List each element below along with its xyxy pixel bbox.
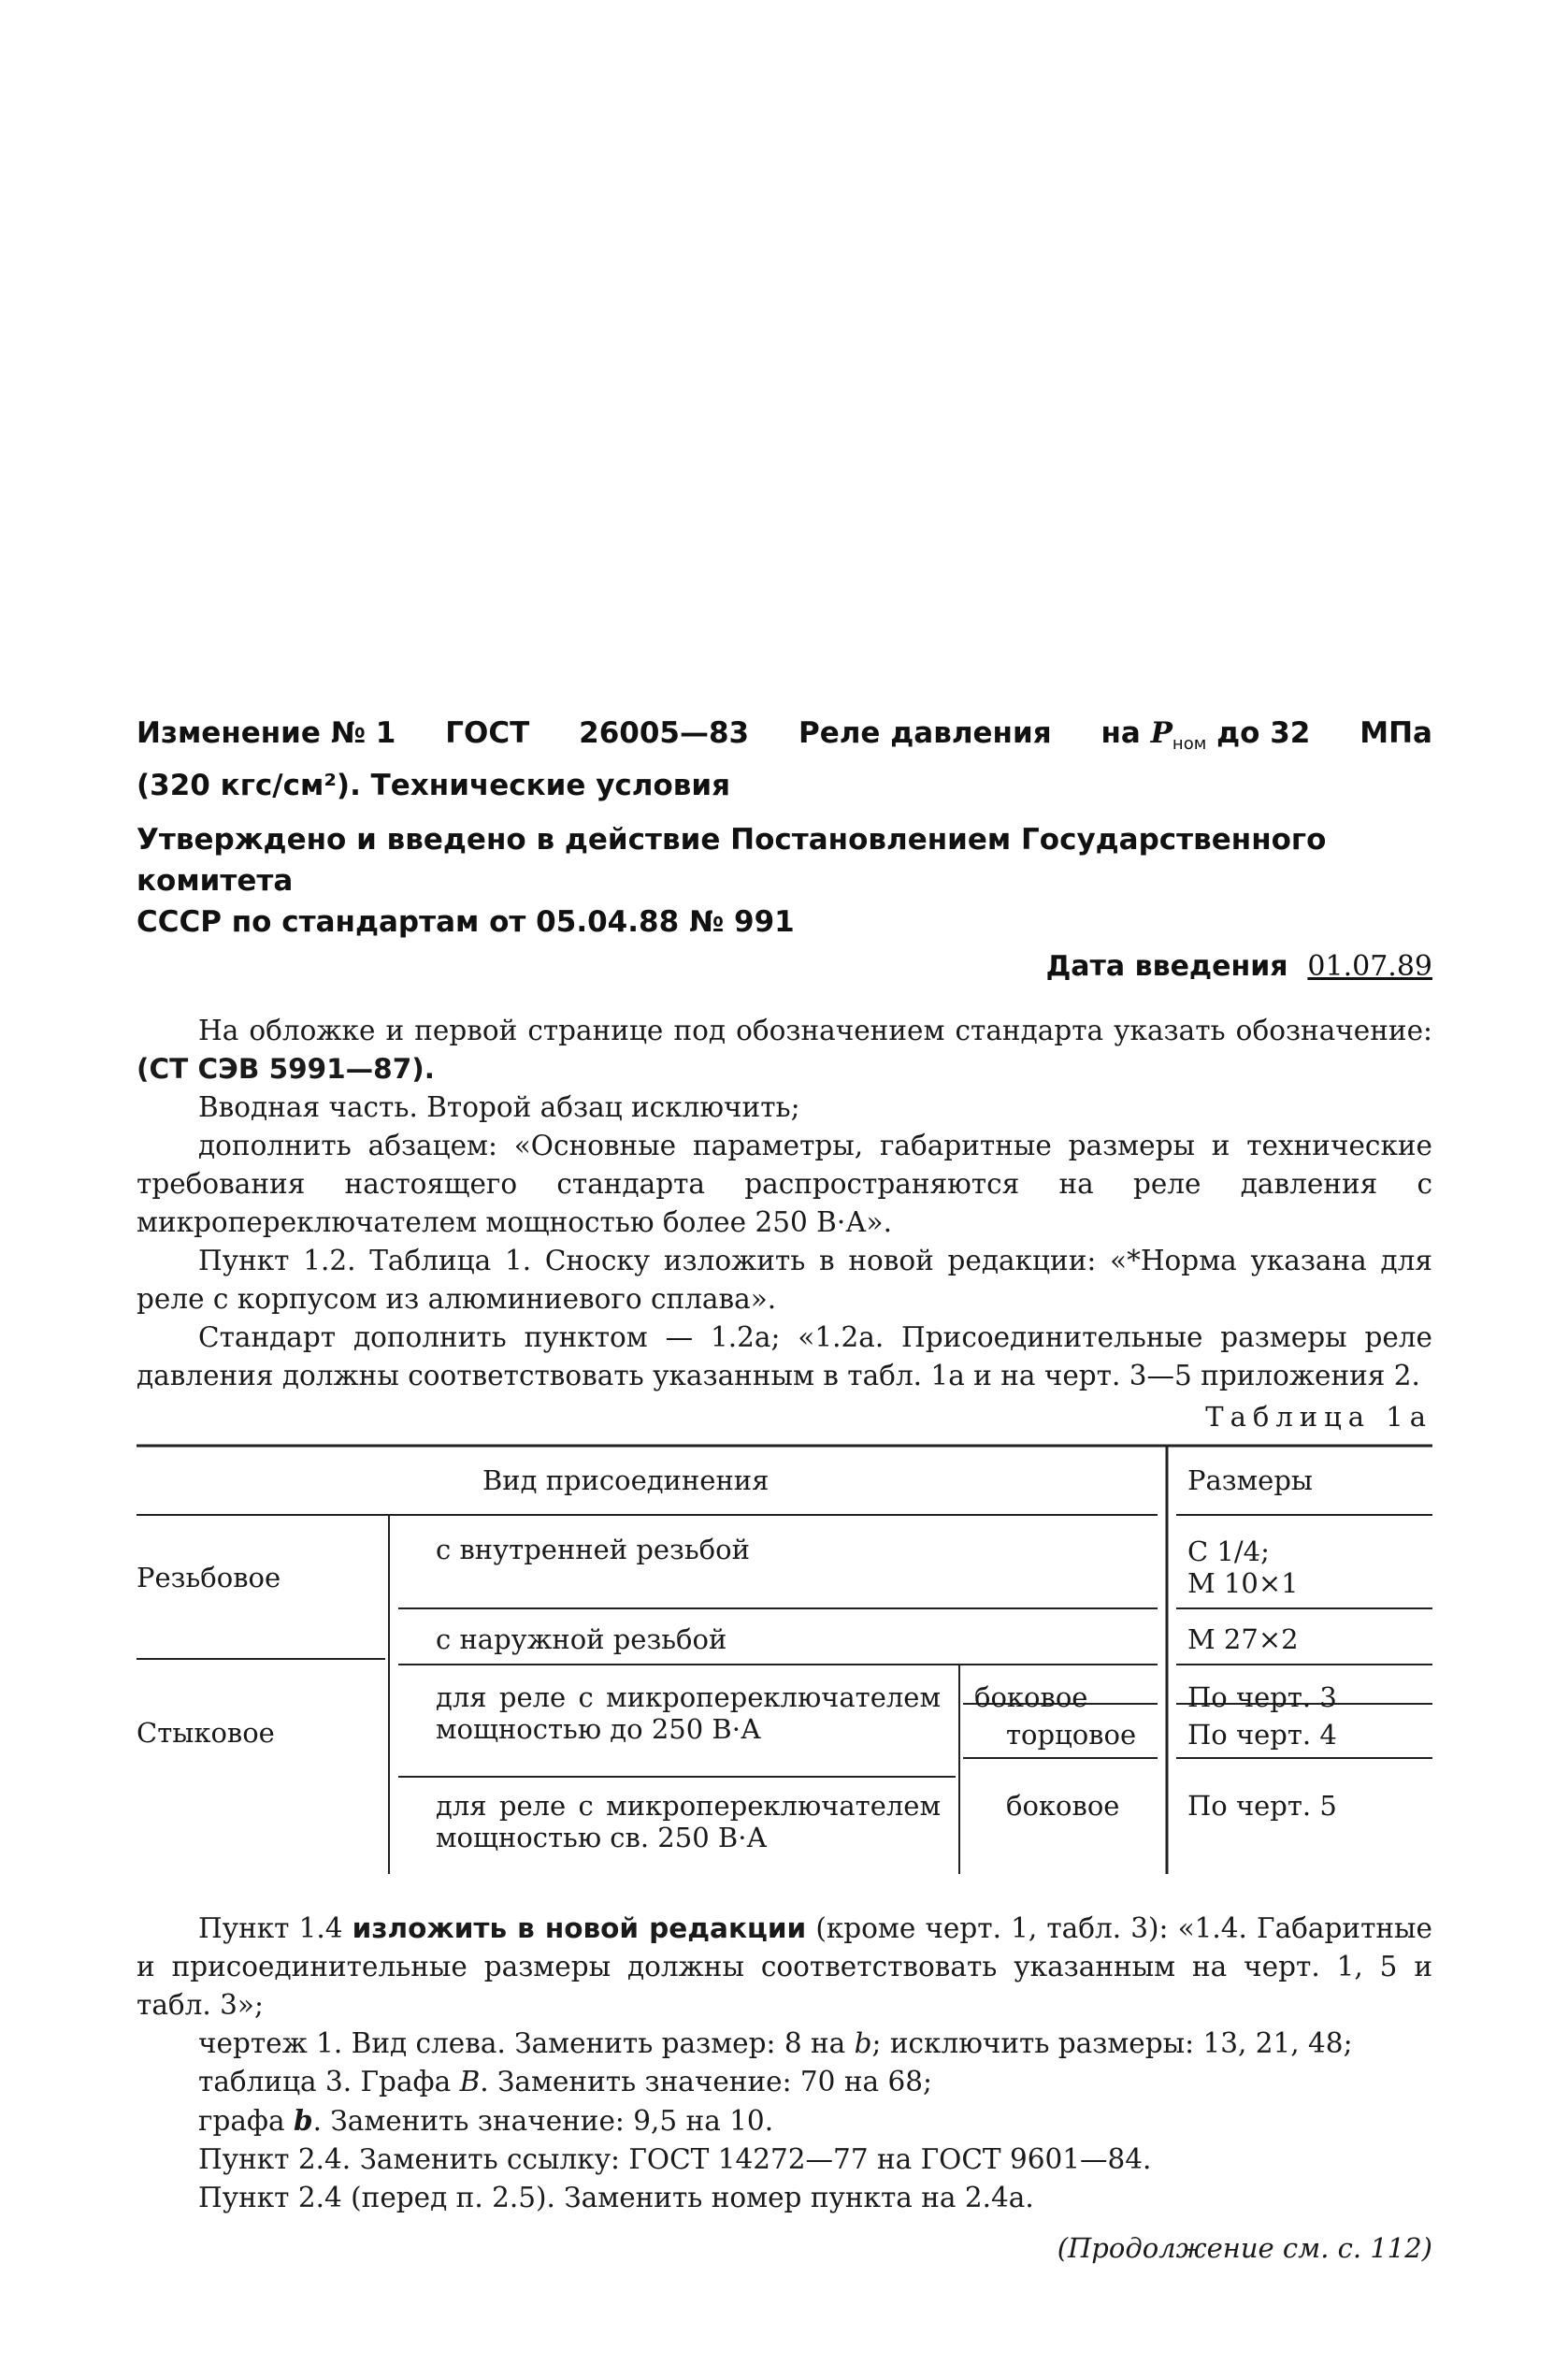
title-on: на $P_{ном}$ до 32	[1100, 716, 1311, 755]
gost-label: ГОСТ	[445, 716, 530, 750]
row-outer-thread: с наружной резьбой	[436, 1623, 727, 1656]
document-body	[137, 1012, 1432, 1395]
document-tail	[137, 1910, 1432, 2217]
row-butt: Стыковое	[137, 1717, 275, 1750]
gost-number: 26005—83	[579, 716, 750, 750]
paragraph-add: дополнить абзацем: «Основные параметры, габаритные размеры и технические требования настоящего стандарта распространяются на реле давления с микропереключателем мощностью более 250 В·А».	[137, 1130, 1432, 1239]
approval-line-2: СССР по стандартам от 05.04.88 № 991	[137, 905, 795, 940]
side-mount-2: боковое	[1006, 1790, 1120, 1823]
paragraph-standard: Стандарт дополнить пунктом — 1.2а; «1.2а. Присоединительные размеры реле давления должны соответствовать указанным в табл. 1а и на черт. 3—5 приложения 2.	[137, 1321, 1432, 1392]
drawing-3: По черт. 3	[1187, 1681, 1337, 1714]
drawing-5: По черт. 5	[1187, 1790, 1337, 1823]
tail-p6: Пункт 2.4 (перед п. 2.5). Заменить номер пункта на 2.4а.	[198, 2182, 1034, 2214]
outer-size: М 27×2	[1187, 1623, 1299, 1656]
table-text-layer	[137, 1444, 1432, 1874]
table-1a	[137, 1444, 1432, 1874]
standard-title: Реле давления	[798, 716, 1052, 750]
drawing-4: По черт. 4	[1187, 1719, 1337, 1751]
amendment-number: Изменение № 1	[137, 716, 396, 750]
header-line-2: (320 кгс/см²). Технические условия	[137, 769, 731, 803]
tail-p2: чертеж 1. Вид слева. Заменить размер: 8 на b; исключить размеры: 13, 21, 48;	[198, 2027, 1353, 2060]
unit-mpa: МПа	[1359, 716, 1432, 750]
relay-le250: для реле с микропереключателем мощностью до 250 В·А	[436, 1681, 941, 1746]
tail-p3: таблица 3. Графа В. Заменить значение: 70 на 68;	[198, 2066, 932, 2098]
side-mount: боковое	[974, 1681, 1088, 1714]
approval-line-1: Утверждено и введено в действие Постановлением Государственного комитета	[137, 823, 1327, 899]
inner-size: С 1/4; М 10×1	[1187, 1535, 1299, 1600]
tail-p5: Пункт 2.4. Заменить ссылку: ГОСТ 14272—77 на ГОСТ 9601—84.	[198, 2143, 1152, 2176]
th-size: Размеры	[1187, 1464, 1313, 1497]
relay-gt250: для реле с микропереключателем мощностью св. 250 В·А	[436, 1790, 941, 1854]
effective-date: Дата введения 01.07.89	[1045, 950, 1432, 984]
header-line-1	[137, 713, 1432, 765]
row-inner-thread: с внутренней резьбой	[436, 1534, 750, 1566]
effective-date-value: 01.07.89	[1307, 950, 1432, 984]
tail-p1: Пункт 1.4 изложить в новой редакции (кроме черт. 1, табл. 3): «1.4. Габаритные и присоединительные размеры должны соответствовать указанным на черт. 1, 5 и табл. 3»;	[137, 1912, 1432, 2022]
document-header	[137, 713, 1432, 987]
document-page	[137, 713, 1432, 2264]
end-mount: торцовое	[1006, 1719, 1137, 1751]
paragraph-footnote: Пункт 1.2. Таблица 1. Сноску изложить в новой редакции: «*Норма указана для реле с корпусом из алюминиевого сплава».	[137, 1245, 1432, 1316]
row-threaded: Резьбовое	[137, 1562, 281, 1594]
paragraph-cover: На обложке и первой странице под обозначением стандарта указать обозначение: (СТ СЭВ 5991—87).	[137, 1015, 1432, 1086]
continuation-note: (Продолжение см. с. 112)	[1057, 2232, 1432, 2265]
tail-p4: графа b. Заменить значение: 9,5 на 10.	[198, 2104, 774, 2138]
table-caption: Таблица 1а	[1205, 1401, 1432, 1434]
paragraph-intro: Вводная часть. Второй абзац исключить;	[198, 1091, 800, 1124]
th-view: Вид присоединения	[482, 1464, 770, 1497]
